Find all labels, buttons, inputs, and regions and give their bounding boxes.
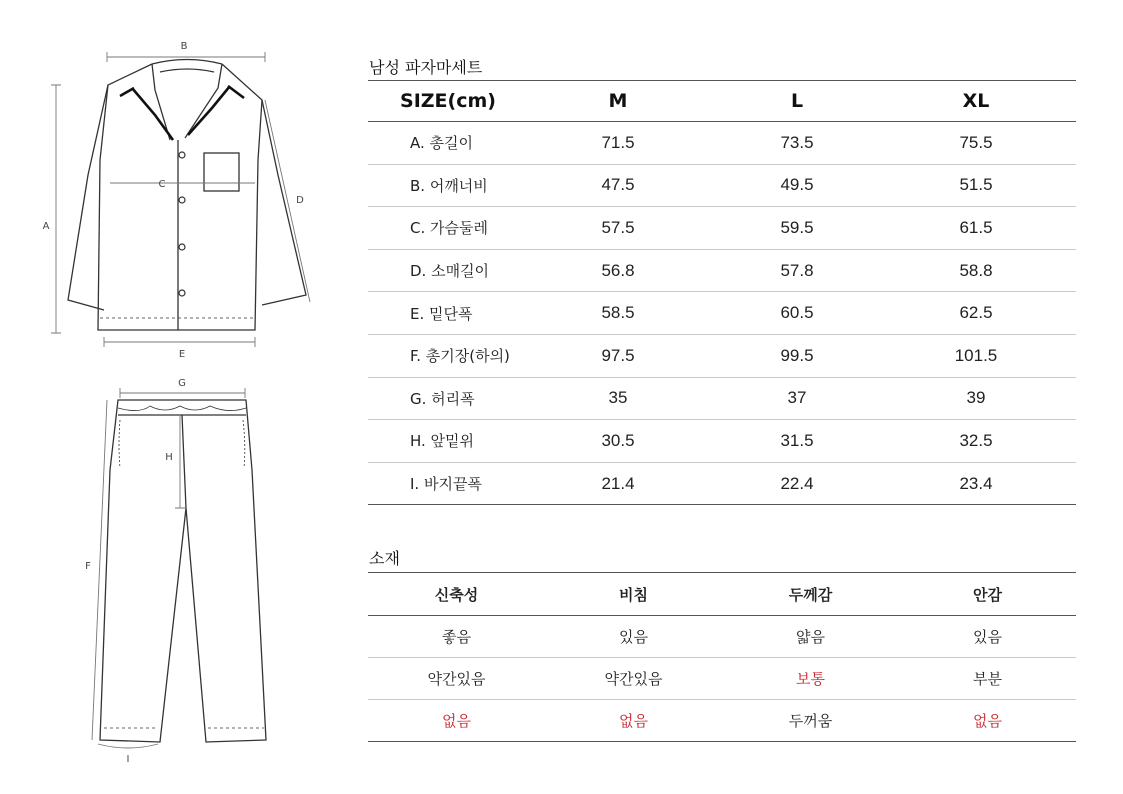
size-m-value: 71.5 [601,132,635,152]
material-table-row [368,700,1076,742]
size-l-value: 73.5 [780,132,814,152]
size-xl-value: 51.5 [959,175,993,195]
measure-label: B. 어깨너비 [410,176,488,195]
material-value: 약간있음 [427,670,486,688]
material-value: 없음 [442,712,471,730]
size-xl-value: 58.8 [959,260,993,280]
header-thickness: 두께감 [788,585,833,604]
size-table-row [368,335,1076,378]
label-a: A [42,221,50,232]
measure-label: I. 바지끝폭 [410,475,482,494]
pants-measure-lines [92,388,245,748]
material-value: 약간있음 [604,670,663,688]
size-table-body [368,122,1076,505]
shirt-buttons [179,152,185,296]
label-h: H [165,452,173,463]
label-b: B [180,41,188,52]
label-c: C [158,179,166,190]
size-l-value: 99.5 [780,345,814,365]
header-l: L [790,90,804,112]
measure-label: C. 가슴둘레 [410,219,488,238]
label-d: D [296,195,304,206]
size-l-value: 22.4 [780,473,814,493]
size-xl-value: 23.4 [959,473,993,493]
material-value: 없음 [619,712,648,730]
size-table-row [368,165,1076,208]
size-m-value: 47.5 [601,175,635,195]
material-table [368,572,1076,742]
material-value: 없음 [973,712,1002,730]
pants-drawing [100,400,266,742]
size-xl-value: 32.5 [959,430,993,450]
size-m-value: 56.8 [601,260,635,280]
label-e: E [178,349,186,360]
measure-label: G. 허리폭 [410,389,475,408]
material-table-row [368,616,1076,658]
measure-label: D. 소매길이 [410,262,490,281]
size-m-value: 30.5 [601,430,635,450]
size-table-row [368,122,1076,165]
measure-label: H. 앞밑위 [410,432,475,451]
size-section-title: 남성 파자마세트 [369,58,483,77]
size-table-header [368,81,1076,122]
size-l-value: 57.8 [780,260,814,280]
size-m-value: 97.5 [601,345,635,365]
measure-label: A. 총길이 [410,134,474,153]
size-m-value: 57.5 [601,217,635,237]
size-l-value: 37 [787,388,807,408]
material-value: 있음 [973,628,1002,646]
material-value: 있음 [619,628,648,646]
size-table-row [368,420,1076,463]
header-size: SIZE(cm) [400,90,496,112]
garment-diagram [0,0,360,794]
size-table-row [368,463,1076,506]
size-xl-value: 61.5 [959,217,993,237]
size-m-value: 35 [608,388,628,408]
size-xl-value: 62.5 [959,303,993,323]
size-xl-value: 101.5 [954,345,998,365]
header-lining: 안감 [973,585,1002,604]
size-table-row [368,292,1076,335]
label-i: I [126,754,130,765]
material-value: 두꺼움 [788,712,833,730]
size-m-value: 58.5 [601,303,635,323]
header-m: M [608,90,628,112]
size-xl-value: 75.5 [959,132,993,152]
label-f: F [85,561,91,572]
header-sheerness: 비침 [619,585,648,604]
material-value: 부분 [973,670,1002,688]
material-table-body [368,616,1076,742]
measure-label: E. 밑단폭 [410,304,473,323]
material-value: 좋음 [442,628,471,646]
material-value: 얇음 [796,628,825,646]
size-table [368,80,1076,505]
header-xl: XL [962,90,990,112]
size-l-value: 60.5 [780,303,814,323]
material-section-title: 소재 [369,549,400,568]
size-m-value: 21.4 [601,473,635,493]
shirt-drawing [68,60,306,331]
header-stretch: 신축성 [434,585,479,604]
size-table-row [368,378,1076,421]
shirt-collar-piping [120,86,244,140]
label-g: G [178,378,186,389]
size-xl-value: 39 [966,388,986,408]
size-table-row [368,250,1076,293]
material-value: 보통 [796,670,825,688]
size-l-value: 31.5 [780,430,814,450]
size-l-value: 59.5 [780,217,814,237]
material-table-row [368,658,1076,700]
size-table-row [368,207,1076,250]
size-l-value: 49.5 [780,175,814,195]
material-table-header [368,573,1076,616]
measure-label: F. 총기장(하의) [410,347,510,366]
